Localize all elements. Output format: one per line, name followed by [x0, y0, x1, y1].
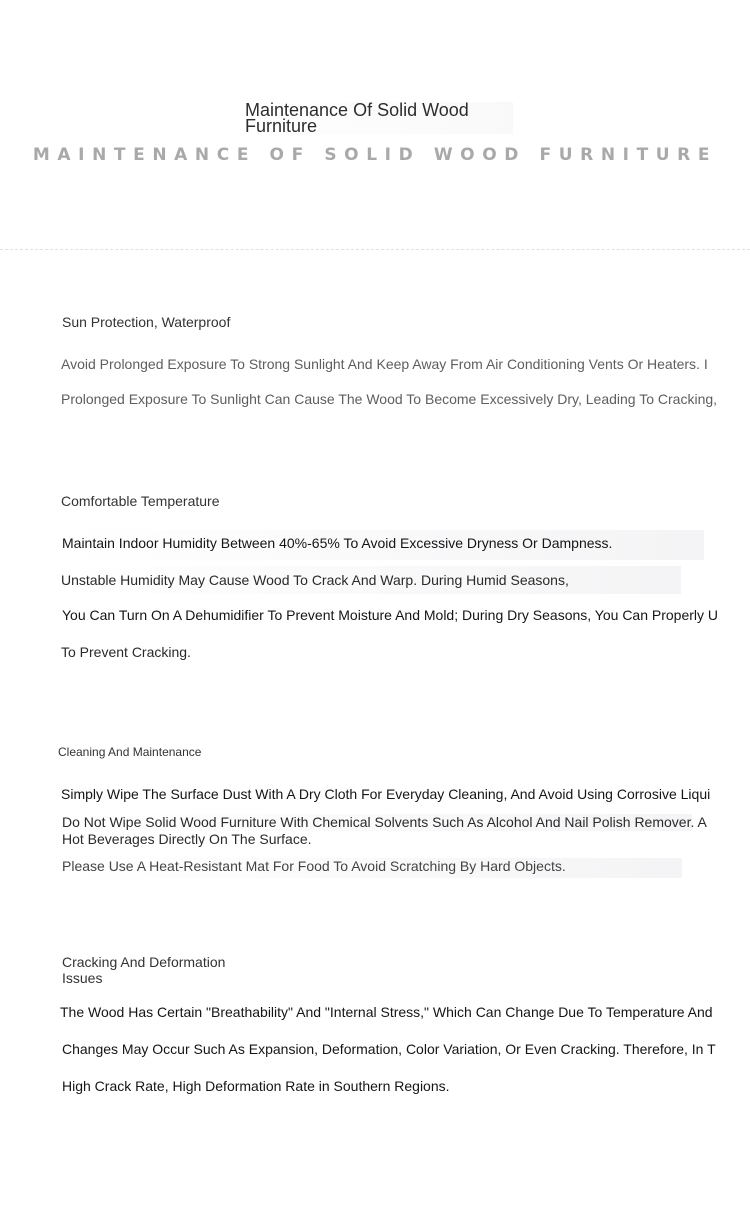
paragraph-line: You Can Turn On A Dehumidifier To Prevent Moisture And Mold; During Dry Seasons, You Can Properly U — [62, 607, 719, 623]
paragraph-line: Do Not Wipe Solid Wood Furniture With Chemical Solvents Such As Alcohol And Nail Polish Remover. A — [62, 814, 707, 830]
section-heading-sun-protection: Sun Protection, Waterproof — [62, 314, 231, 330]
paragraph-line: To Prevent Cracking. — [61, 644, 191, 660]
section-heading-cracking-deformation-line2: Issues — [62, 970, 103, 986]
paragraph-line: Prolonged Exposure To Sunlight Can Cause The Wood To Become Excessively Dry, Leading To Cracking, — [61, 391, 718, 407]
paragraph-line: Maintain Indoor Humidity Between 40%-65% To Avoid Excessive Dryness Or Dampness. — [62, 530, 704, 560]
paragraph-line: High Crack Rate, High Deformation Rate in Southern Regions. — [62, 1078, 450, 1094]
page-subtitle: MAINTENANCE OF SOLID WOOD FURNITURE — [32, 145, 718, 165]
paragraph-line: Changes May Occur Such As Expansion, Deformation, Color Variation, Or Even Cracking. Therefore, In T — [62, 1041, 716, 1057]
section-heading-cracking-deformation: Cracking And Deformation — [62, 954, 226, 970]
page-title: Maintenance Of Solid Wood Furniture — [245, 102, 513, 134]
paragraph-line: Please Use A Heat-Resistant Mat For Food To Avoid Scratching By Hard Objects. — [62, 858, 682, 878]
section-divider — [0, 249, 750, 250]
section-heading-cleaning-maintenance: Cleaning And Maintenance — [58, 745, 202, 759]
paragraph-line: Unstable Humidity May Cause Wood To Crack And Warp. During Humid Seasons, — [61, 566, 681, 594]
paragraph-line: The Wood Has Certain "Breathability" And "Internal Stress," Which Can Change Due To Temperature And — [60, 1004, 713, 1020]
paragraph-line: Simply Wipe The Surface Dust With A Dry Cloth For Everyday Cleaning, And Avoid Using Corrosive Liqui — [61, 786, 711, 802]
paragraph-line: Hot Beverages Directly On The Surface. — [62, 831, 312, 847]
section-heading-comfortable-temperature: Comfortable Temperature — [61, 493, 220, 509]
paragraph-line: Avoid Prolonged Exposure To Strong Sunlight And Keep Away From Air Conditioning Vents Or Heaters. I — [61, 356, 708, 372]
